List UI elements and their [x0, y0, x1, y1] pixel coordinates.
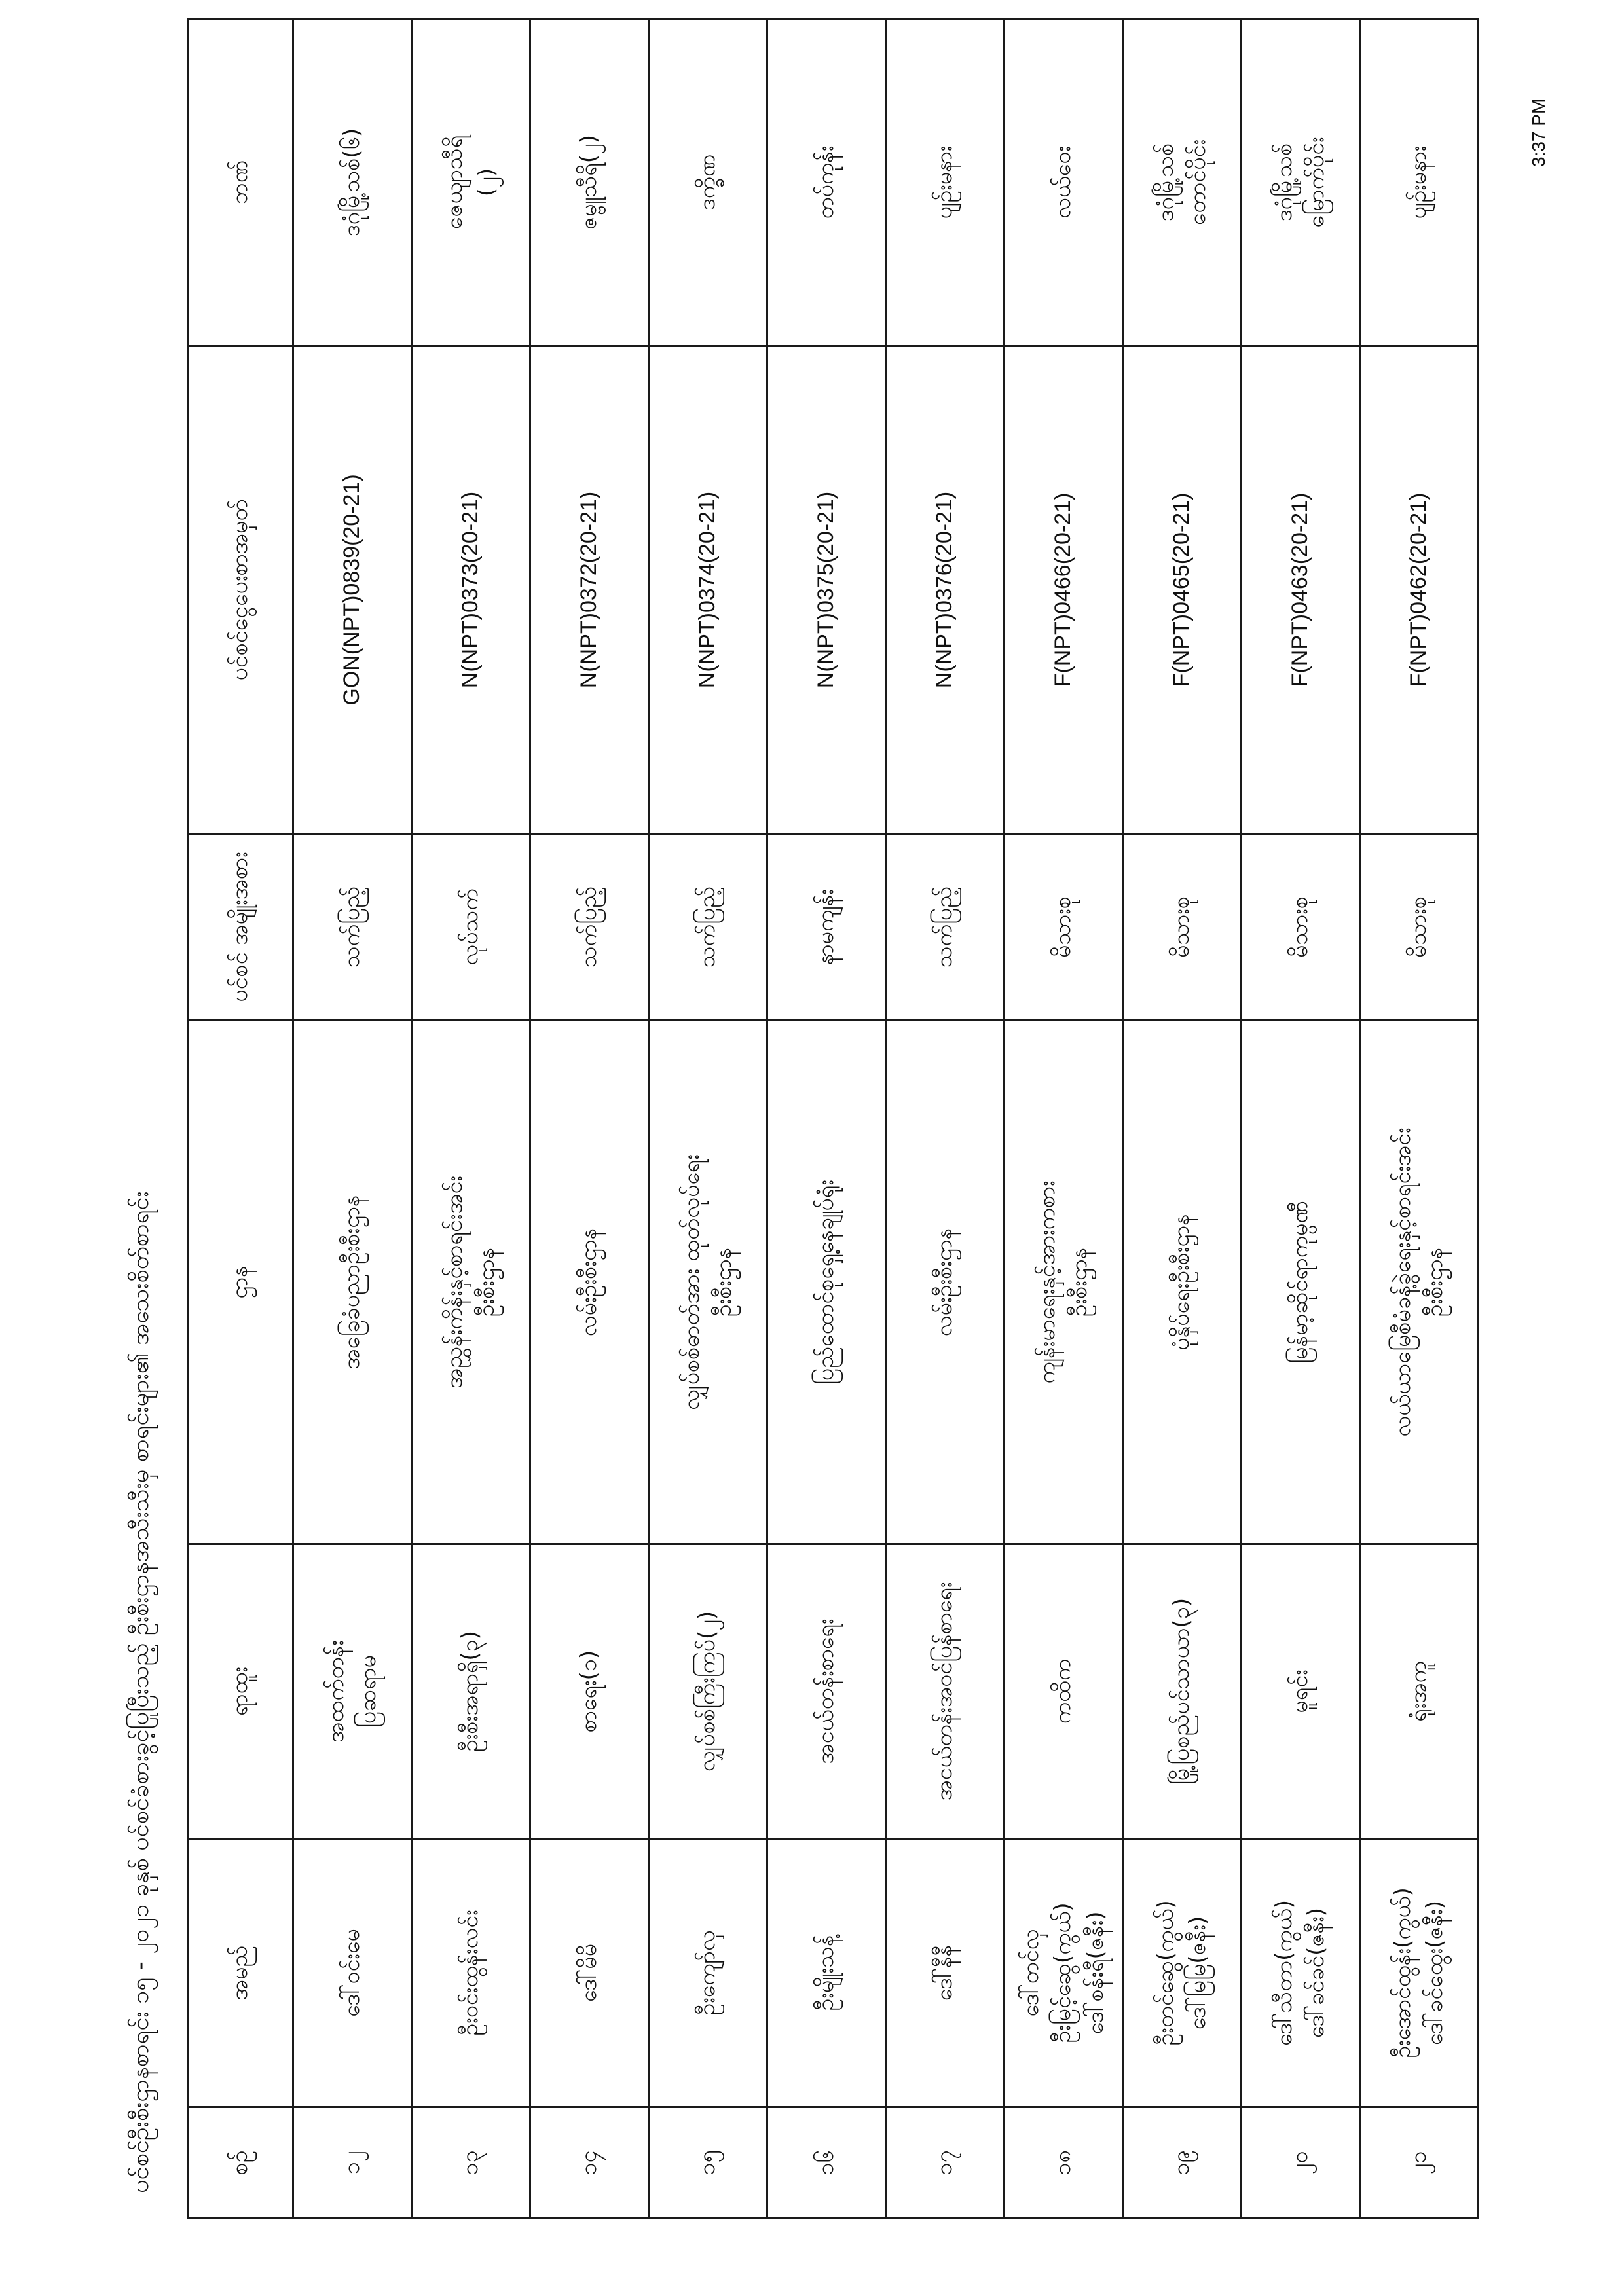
- pension-records-table: [187, 18, 1479, 2219]
- township-line: ဒဂုံမြို့သစ်(၆): [339, 128, 365, 237]
- cell-no: ၁၉: [1123, 2107, 1242, 2219]
- document-title: ပင်စင်ဦးစီးဌာနစာရင်း ၁၅ - ၂၀၂၁ ခုနှစ် ပင်စင်ခံစားခွင့်ပြုပြီးသည့် ဦးစီးဌာနအသီးသီးမှ စာရင်းများ၏ အသေးစိတ်စာရင်း: [127, 1191, 154, 2193]
- township-line: ဒဂုံမြို့သစ်: [1270, 143, 1297, 222]
- table-row: [886, 19, 1005, 2219]
- rank-line: အငယ်တန်းစာရေး: [813, 1618, 840, 1764]
- cell-department: [1005, 1021, 1123, 1544]
- department-line: မြန်မာ့ဆိုင်ရာကုမ္ပဏီ: [1287, 1201, 1314, 1364]
- cell-rank: [1242, 1544, 1360, 1839]
- rank-line: အငယ်တန်းအဝင်ပြန်စာရေး: [931, 1582, 958, 1801]
- department-line: ဦးစီးဌာန: [473, 1247, 500, 1317]
- cell-township: [767, 19, 886, 346]
- name-line: ဦးမြင့်ဆွေ(ကွယ်): [1050, 1903, 1077, 2043]
- department-line: ပြည်ထောင်စုရှေ့နေချုပ်ရုံး: [813, 1180, 840, 1385]
- cell-department: [293, 1021, 412, 1544]
- cell-name: [649, 1839, 767, 2107]
- cell-department: [530, 1021, 649, 1544]
- department-line: အခြေခံပညာဦးစီးဌာန: [339, 1195, 365, 1370]
- township-line: (၂): [473, 168, 500, 197]
- department-line: ကျန်းမာရေးနှင့်အားကစား: [1033, 1180, 1060, 1384]
- cell-pension-type: နာမကျန်း: [767, 834, 886, 1021]
- table-header-row: [188, 19, 293, 2219]
- cell-pension-number: F(NPT)0462(20-21): [1360, 346, 1479, 834]
- department-line: ဦးစီးဌာန: [710, 1247, 737, 1317]
- rank-line: ရုံးအကူ: [1405, 1661, 1432, 1722]
- cell-pension-number: N(NPT)0376(20-21): [886, 346, 1005, 834]
- name-line: ဦးတင်ဆွေ(ကွယ်): [1152, 1900, 1179, 2046]
- name-line: ဒေါ်မိမိ: [576, 1943, 602, 2003]
- cell-name: [886, 1839, 1005, 2107]
- department-line: လျှပ်စစ်ဓာတ်အား ထုတ်လုပ်ရေး: [678, 1154, 705, 1410]
- cell-pension-number: N(NPT)0374(20-21): [649, 346, 767, 834]
- township-line: ဒဂုံမြို့သစ်: [1152, 143, 1179, 222]
- department-line: ဦးစီးဌာန: [1066, 1247, 1092, 1317]
- header-township: ဘဏ်: [188, 19, 293, 346]
- cell-rank: [1005, 1544, 1123, 1839]
- cell-name: [293, 1839, 412, 2107]
- cell-township: [412, 19, 530, 346]
- name-line: ဒေါ်ခင်ခင်(ဇနီး): [1303, 1907, 1329, 2039]
- cell-township: [1005, 19, 1123, 346]
- cell-township: [1123, 19, 1242, 346]
- cell-rank: [767, 1544, 886, 1839]
- name-line: ဒေါ်မြမြ(ဇနီး): [1185, 1916, 1211, 2030]
- cell-name: [1005, 1839, 1123, 2107]
- header-rank: ရာထူး: [188, 1544, 293, 1839]
- table-row: [1123, 19, 1242, 2219]
- table-row: [1360, 19, 1479, 2219]
- rank-line: လျှပ်စစ်ကြီးကြပ်(၂): [694, 1611, 721, 1772]
- rank-line: မူရင်း: [1287, 1669, 1314, 1713]
- township-line: ပျဉ်းမနား: [1405, 145, 1432, 219]
- cell-no: ၁၃: [412, 2107, 530, 2219]
- cell-pension-type: သက်ပြည့်: [886, 834, 1005, 1021]
- township-line: ပျဉ်းမနား: [931, 145, 958, 219]
- header-department: ဌာန: [188, 1021, 293, 1544]
- cell-department: [1242, 1021, 1360, 1544]
- cell-rank: [649, 1544, 767, 1839]
- department-line: ဦးစီးဌာန: [1422, 1247, 1448, 1317]
- header-no: စဉ်: [188, 2107, 293, 2219]
- cell-pension-number: F(NPT)0463(20-21): [1242, 346, 1360, 834]
- name-line: ဒေါ်ဝင်းမေ: [339, 1929, 365, 2017]
- name-line: ဦးအောင်ထွန်း(ကွယ်): [1389, 1887, 1416, 2058]
- cell-pension-type: မိသားစု: [1242, 834, 1360, 1021]
- cell-pension-number: N(NPT)0372(20-21): [530, 346, 649, 834]
- township-line: ဇေယျာသီရိ: [441, 135, 468, 230]
- cell-township: [293, 19, 412, 346]
- cell-name: [1242, 1839, 1360, 2107]
- header-name: အမည်: [188, 1839, 293, 2107]
- print-timestamp: [1526, 36, 1552, 167]
- rotated-page-content: [115, 20, 1588, 2219]
- rank-line: ကထိက: [1050, 1658, 1077, 1724]
- cell-pension-type: သက်ပြည့်: [293, 834, 412, 1021]
- table-row: [1242, 19, 1360, 2219]
- cell-department: [886, 1021, 1005, 1544]
- cell-pension-number: GON(NPT)0839(20-21): [293, 346, 412, 834]
- cell-pension-number: N(NPT)0373(20-21): [412, 346, 530, 834]
- name-line: ဒေါ်နီနီ: [931, 1944, 958, 2001]
- table-row: [412, 19, 530, 2219]
- cell-pension-type: မိသားစု: [1360, 834, 1479, 1021]
- township-line: လယ်ဝေး: [1050, 145, 1077, 219]
- name-line: ဒေါ်ခင်ထွေး(ဇနီး): [1422, 1900, 1448, 2046]
- township-line: မြောက်ပိုင်း: [1303, 137, 1329, 228]
- table-row: [530, 19, 649, 2219]
- cell-township: [886, 19, 1005, 346]
- cell-rank: [530, 1544, 649, 1839]
- cell-no: ၁၇: [886, 2107, 1005, 2219]
- township-line: ဇမ္ဗူသီရိ(၂): [576, 134, 602, 230]
- cell-no: ၁၆: [767, 2107, 886, 2219]
- name-line: ဒေါ်သီတာ(ကွယ်): [1270, 1900, 1297, 2046]
- cell-name: [1123, 1839, 1242, 2107]
- cell-pension-number: F(NPT)0465(20-21): [1123, 346, 1242, 834]
- name-line: ဒေါ်တင်လှ: [1018, 1929, 1044, 2017]
- table-body: [293, 19, 1479, 2219]
- cell-no: ၂၁: [1360, 2107, 1479, 2219]
- cell-name: [530, 1839, 649, 2107]
- rank-line: မြို့ပြစည်ပင်သာယာ(၃): [1168, 1597, 1195, 1785]
- name-line: ဒေါ်စန်းရီ(ဇနီး): [1082, 1911, 1109, 2035]
- name-line: ဦးဝင်းထွန်းလင်း: [457, 1910, 484, 2036]
- department-line: လမ်းဦးစီးဌာန: [576, 1228, 602, 1337]
- cell-township: [1360, 19, 1479, 346]
- cell-no: ၁၄: [530, 2107, 649, 2219]
- rank-line: အထက်တန်း: [322, 1640, 349, 1743]
- cell-department: [767, 1021, 886, 1544]
- name-line: ဦးမျိုးသန့်: [813, 1935, 840, 2011]
- cell-rank: [293, 1544, 412, 1839]
- rank-line: ဦးစီးအရာရှိ(၃): [457, 1630, 484, 1753]
- table-row: [1005, 19, 1123, 2219]
- cell-township: [1242, 19, 1360, 346]
- department-line: အညွှန်းကိန်းနှင့်စာရင်းအင်း: [441, 1175, 468, 1389]
- rank-line: ပြဆရာမ: [355, 1655, 381, 1728]
- table-row: [293, 19, 412, 2219]
- cell-no: ၁၈: [1005, 2107, 1123, 2219]
- cell-pension-type: သက်ပြည့်: [530, 834, 649, 1021]
- township-line: ဒက္ခိဏ: [694, 154, 721, 211]
- cell-department: [412, 1021, 530, 1544]
- cell-rank: [412, 1544, 530, 1839]
- timestamp-text: 3:37 PM: [1528, 98, 1549, 167]
- cell-pension-type: သက်ပြည့်: [649, 834, 767, 1021]
- cell-department: [1360, 1021, 1479, 1544]
- cell-pension-type: လုပ်သက်: [412, 834, 530, 1021]
- table-row: [767, 19, 886, 2219]
- township-line: တောင်ပိုင်း: [1185, 139, 1211, 226]
- rank-line: စာရေး(၁): [576, 1650, 602, 1733]
- header-pension-type: ပင်စင် အမျိုးအစား: [188, 834, 293, 1021]
- cell-department: [1123, 1021, 1242, 1544]
- name-line: ဦးကျော်လှ: [694, 1930, 721, 2016]
- cell-pension-type: မိသားစု: [1005, 834, 1123, 1021]
- township-line: တပ်ကုန်း: [813, 145, 840, 219]
- cell-pension-number: F(NPT)0466(20-21): [1005, 346, 1123, 834]
- table-row: [649, 19, 767, 2219]
- department-line: ပုံနှိပ်ရေးဦးစီးဌာန: [1168, 1214, 1195, 1351]
- cell-name: [767, 1839, 886, 2107]
- cell-rank: [886, 1544, 1005, 1839]
- cell-rank: [1360, 1544, 1479, 1839]
- cell-name: [412, 1839, 530, 2107]
- cell-township: [530, 19, 649, 346]
- cell-no: ၂၀: [1242, 2107, 1360, 2219]
- cell-rank: [1123, 1544, 1242, 1839]
- cell-pension-type: မိသားစု: [1123, 834, 1242, 1021]
- header-pension-number: ပင်စင်ငွေပေးစာအမှတ်: [188, 346, 293, 834]
- cell-pension-number: N(NPT)0375(20-21): [767, 346, 886, 834]
- cell-no: ၁၅: [649, 2107, 767, 2219]
- department-line: လယ်ယာမြေစီမံခန့်ခွဲရေးနှင့်စာရင်းအင်း: [1389, 1127, 1416, 1437]
- cell-name: [1360, 1839, 1479, 2107]
- cell-township: [649, 19, 767, 346]
- department-line: လမ်းဦးစီးဌာန: [931, 1228, 958, 1337]
- cell-no: ၁၂: [293, 2107, 412, 2219]
- cell-department: [649, 1021, 767, 1544]
